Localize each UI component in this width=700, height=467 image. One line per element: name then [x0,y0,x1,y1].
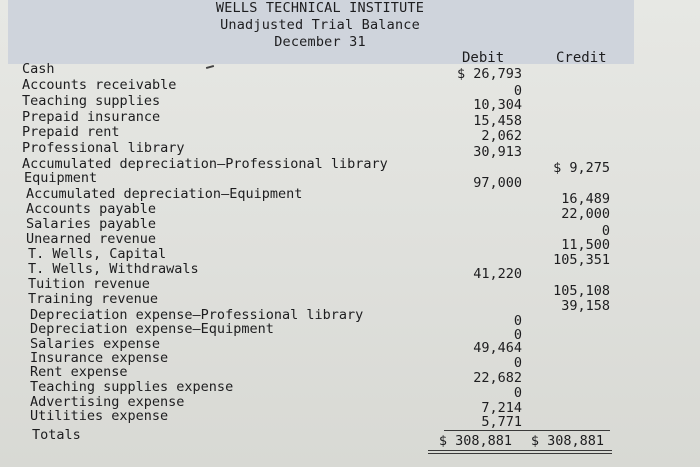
account-name: Depreciation expense—Professional library [30,307,364,323]
debit-amount: 5,771 [481,414,522,430]
total-debit: $ 308,881 [438,433,512,449]
account-name: Professional library [22,140,185,156]
account-name: Teaching supplies [22,93,161,109]
totals-label: Totals [32,427,81,443]
account-name: Prepaid insurance [22,109,161,125]
pen-mark [206,65,214,69]
credit-amount: 105,108 [553,283,610,299]
debit-amount: 49,464 [473,340,522,356]
report-date: December 31 [274,34,366,50]
debit-amount: $ 26,793 [456,66,522,82]
debit-amount: 0 [513,385,522,401]
debit-amount: 15,458 [473,113,522,129]
debit-amount: 0 [513,327,522,343]
debit-amount: 0 [513,355,522,371]
credit-amount: 22,000 [561,206,610,222]
account-name: Salaries payable [26,216,157,232]
double-rule-lower [428,453,612,454]
account-name: Insurance expense [30,350,169,366]
account-name: Utilities expense [30,408,169,424]
debit-amount: 10,304 [473,97,522,113]
account-name: Salaries expense [30,336,161,352]
total-credit: $ 308,881 [530,433,604,449]
account-name: Equipment [24,170,98,186]
account-name: Accumulated depreciation—Professional library [22,156,388,172]
account-name: Accounts receivable [22,77,177,93]
credit-column-header: Credit [556,50,607,66]
credit-amount: 0 [601,223,610,239]
account-name: T. Wells, Capital [28,246,167,262]
account-name: Unearned revenue [26,231,157,247]
account-name: Teaching supplies expense [30,379,234,395]
debit-amount: 7,214 [481,400,522,416]
debit-amount: 0 [513,83,522,99]
report-title [0,0,640,51]
account-name: Advertising expense [30,394,185,410]
credit-amount: 39,158 [561,298,610,314]
account-name: Accumulated depreciation—Equipment [26,186,303,202]
account-name: Training revenue [28,291,159,307]
account-name: Tuition revenue [28,276,150,292]
account-name: Prepaid rent [22,124,120,140]
account-name: Depreciation expense—Equipment [30,321,274,337]
debit-amount: 41,220 [473,266,522,282]
credit-amount: 105,351 [553,252,610,268]
debit-amount: 2,062 [481,128,522,144]
account-name: Rent expense [30,364,128,380]
sum-rule [444,430,610,431]
debit-amount: 30,913 [473,144,522,160]
company-name: WELLS TECHNICAL INSTITUTE [215,0,425,16]
debit-amount: 97,000 [473,175,522,191]
debit-column-header: Debit [462,50,505,66]
debit-amount: 22,682 [473,370,522,386]
account-name: Accounts payable [26,201,157,217]
credit-amount: $ 9,275 [553,160,610,176]
credit-amount: 11,500 [561,237,610,253]
account-name: Cash [22,61,55,77]
account-name: T. Wells, Withdrawals [28,261,199,277]
credit-amount: 16,489 [561,191,610,207]
double-rule-upper [428,450,612,451]
debit-amount: 0 [513,313,522,329]
report-name: Unadjusted Trial Balance [220,17,420,33]
